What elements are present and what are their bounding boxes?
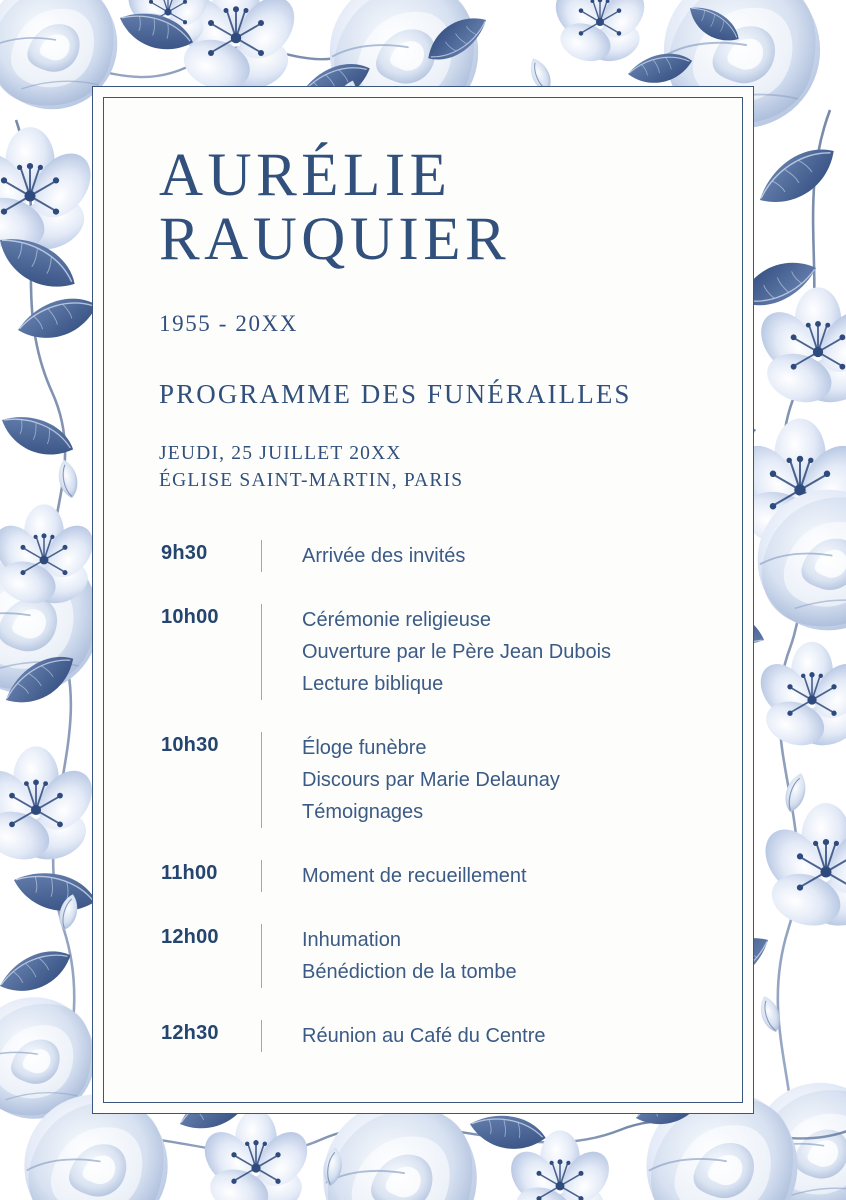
schedule-item: Ouverture par le Père Jean Dubois <box>302 641 612 663</box>
event-venue: ÉGLISE SAINT-MARTIN, PARIS <box>159 470 464 491</box>
schedule-items <box>302 540 465 572</box>
schedule-time: 10h30 <box>161 734 219 756</box>
schedule-time: 11h00 <box>161 862 218 884</box>
schedule-divider <box>261 732 262 828</box>
schedule-time: 10h00 <box>161 606 219 628</box>
deceased-name-line-1: AURÉLIE <box>159 142 452 209</box>
schedule-items <box>302 860 527 892</box>
schedule-items <box>302 732 560 828</box>
schedule-item: Moment de recueillement <box>302 865 527 887</box>
schedule-row <box>161 540 713 572</box>
card-content <box>159 143 713 1052</box>
schedule-time: 9h30 <box>161 542 208 564</box>
schedule-divider <box>261 860 262 892</box>
schedule-time: 12h00 <box>161 926 219 948</box>
schedule-row <box>161 732 713 828</box>
schedule-row <box>161 1020 713 1052</box>
schedule-list <box>161 540 713 1052</box>
schedule-divider <box>261 924 262 988</box>
schedule-item: Discours par Marie Delaunay <box>302 769 560 791</box>
schedule-items <box>302 1020 546 1052</box>
schedule-items <box>302 924 517 988</box>
schedule-item: Inhumation <box>302 929 401 951</box>
schedule-items <box>302 604 611 700</box>
life-years: 1955 - 20XX <box>159 311 298 336</box>
schedule-row <box>161 604 713 700</box>
memorial-program-card <box>92 86 754 1114</box>
schedule-divider <box>261 1020 262 1052</box>
event-date: JEUDI, 25 JUILLET 20XX <box>159 443 402 464</box>
schedule-row <box>161 924 713 988</box>
schedule-item: Réunion au Café du Centre <box>302 1025 546 1047</box>
schedule-time: 12h30 <box>161 1022 219 1044</box>
schedule-item: Témoignages <box>302 801 424 823</box>
schedule-item: Cérémonie religieuse <box>302 609 491 631</box>
event-details <box>159 440 713 494</box>
schedule-divider <box>261 604 262 700</box>
schedule-item: Éloge funèbre <box>302 737 427 759</box>
schedule-divider <box>261 540 262 572</box>
schedule-row <box>161 860 713 892</box>
program-title: PROGRAMME DES FUNÉRAILLES <box>159 379 632 409</box>
schedule-item: Bénédiction de la tombe <box>302 961 517 983</box>
schedule-item: Lecture biblique <box>302 673 444 695</box>
deceased-name-line-2: RAUQUIER <box>159 206 511 273</box>
schedule-item: Arrivée des invités <box>302 545 466 567</box>
